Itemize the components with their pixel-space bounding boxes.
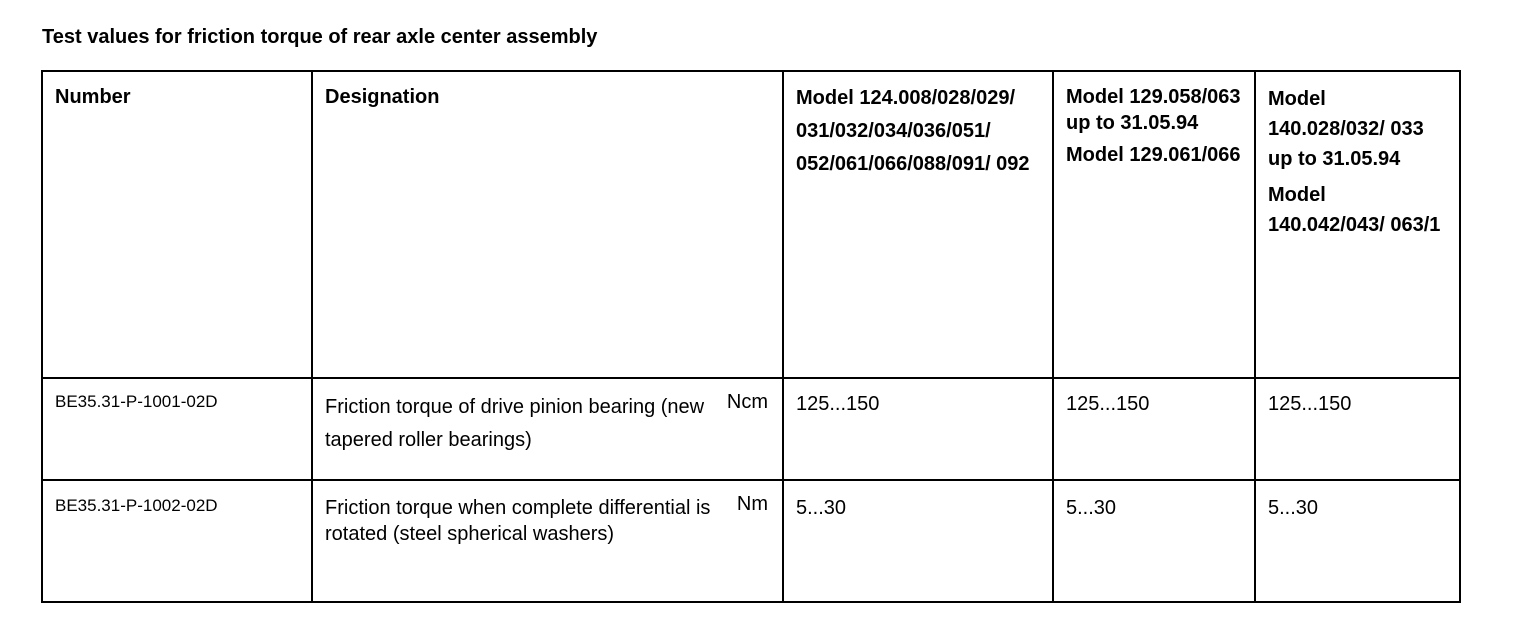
document-title: Test values for friction torque of rear axle center assembly: [42, 26, 598, 48]
row-designation-cell: [312, 378, 783, 480]
row-model-124-value: 125...150: [796, 393, 880, 415]
header-model-140-cell: [1255, 71, 1460, 378]
row-designation-cell: [312, 480, 783, 602]
row-model-129-cell: [1053, 480, 1255, 602]
header-model-140-b: Model 140.042/043/ 063/1: [1268, 184, 1441, 236]
table-row: [42, 378, 1460, 480]
row-designation: [313, 481, 782, 555]
header-designation-cell: [312, 71, 783, 378]
row-designation-text: Friction torque of drive pinion bearing (new tapered roller bearings): [325, 396, 705, 451]
row-unit: Ncm: [726, 391, 768, 413]
row-model-140-value: 5...30: [1268, 497, 1319, 519]
row-number: BE35.31-P-1002-02D: [55, 496, 218, 515]
header-model-129: [1054, 72, 1254, 176]
row-model-140-cell: [1255, 480, 1460, 602]
header-number: Number: [55, 86, 131, 108]
header-model-129-b: Model 129.061/066: [1066, 144, 1241, 166]
table-header-row: [42, 71, 1460, 378]
row-number: BE35.31-P-1001-02D: [55, 392, 218, 411]
header-model-129-cell: [1053, 71, 1255, 378]
row-unit: Nm: [736, 493, 768, 515]
row-number-cell: [42, 480, 312, 602]
row-model-124-cell: [783, 480, 1053, 602]
friction-torque-table: [41, 70, 1461, 603]
row-model-124-cell: [783, 378, 1053, 480]
row-designation-text: Friction torque when complete differential is rotated (steel spherical washers): [325, 497, 711, 545]
header-model-140: [1256, 72, 1459, 248]
header-model-124: Model 124.008/028/029/ 031/032/034/036/051/ 052/061/066/088/091/ 092: [796, 87, 1030, 175]
table-row: [42, 480, 1460, 602]
row-model-140-value: 125...150: [1268, 393, 1352, 415]
row-model-129-cell: [1053, 378, 1255, 480]
row-number-cell: [42, 378, 312, 480]
header-number-cell: [42, 71, 312, 378]
row-designation: [313, 379, 782, 465]
row-model-140-cell: [1255, 378, 1460, 480]
header-model-129-a: Model 129.058/063 up to 31.05.94: [1066, 86, 1241, 134]
row-model-124-value: 5...30: [796, 497, 847, 519]
header-model-140-a: Model 140.028/032/ 033 up to 31.05.94: [1268, 88, 1424, 170]
row-model-129-value: 125...150: [1066, 393, 1150, 415]
header-designation: Designation: [325, 86, 440, 108]
header-model-124-cell: [783, 71, 1053, 378]
row-model-129-value: 5...30: [1066, 497, 1117, 519]
